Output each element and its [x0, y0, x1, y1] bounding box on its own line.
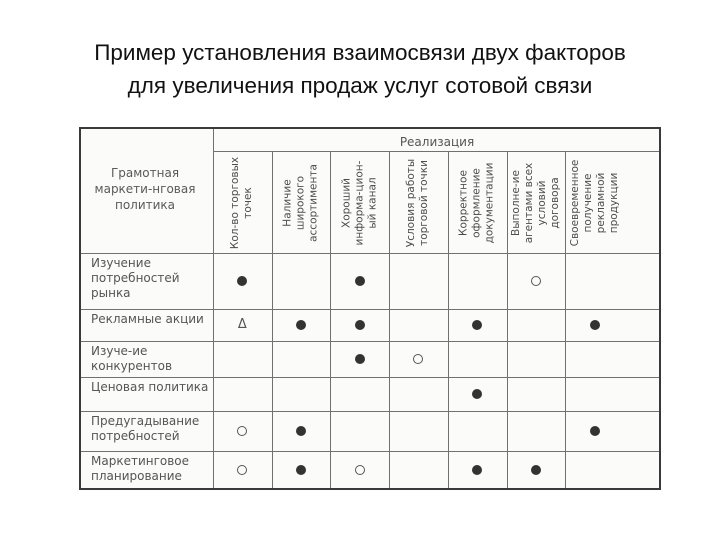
grid-line-h: [81, 253, 659, 254]
row-label: Маркетинговое планирование: [91, 454, 190, 483]
filled-dot-mark: [470, 387, 484, 401]
column-header: [272, 153, 331, 253]
filled-dot-mark: [588, 424, 602, 438]
hollow-circle-mark: [411, 352, 425, 366]
triangle-mark: Δ: [237, 317, 247, 332]
column-header-text: Наличие широкого ассортимента: [281, 164, 320, 242]
row-label: Изучение потребностей рынка: [91, 256, 180, 300]
grid-line-h: [81, 377, 659, 378]
corner-label-marketing-policy: Грамотная маркети-нговая политика: [94, 166, 196, 212]
column-header: [565, 153, 624, 253]
column-header-text: Корректное оформление документации: [457, 162, 496, 244]
hollow-circle-mark: [235, 424, 249, 438]
filled-dot-mark: [353, 274, 367, 288]
filled-dot-mark: [470, 318, 484, 332]
row-label: Предугадывание потребностей: [91, 414, 200, 443]
filled-dot-mark: [353, 318, 367, 332]
grid-line-h: [81, 451, 659, 452]
row-label: Рекламные акции: [91, 312, 204, 326]
filled-dot-mark: [294, 318, 308, 332]
column-header: [330, 153, 389, 253]
row-label: Ценовая политика: [91, 380, 209, 394]
column-header: [448, 153, 507, 253]
filled-dot-mark: [353, 352, 367, 366]
filled-dot-mark: [235, 274, 249, 288]
filled-dot-mark: [470, 463, 484, 477]
column-header-text: Хороший информа-цион-ый канал: [340, 160, 379, 246]
filled-dot-mark: [294, 424, 308, 438]
column-header: [389, 153, 448, 253]
row-label: Изуче-ие конкурентов: [91, 344, 173, 373]
column-header-text: Кол-во торговых точек: [229, 156, 255, 250]
slide-title: [0, 36, 720, 102]
super-header-realization: Реализация: [399, 135, 475, 149]
filled-dot-mark: [588, 318, 602, 332]
title-line-1: Пример установления взаимосвязи двух факторов: [94, 40, 626, 65]
filled-dot-mark: [529, 463, 543, 477]
column-header-text: Своевременное получение рекламной продукции: [568, 159, 620, 247]
hollow-circle-mark: [235, 463, 249, 477]
scanned-table-image: [79, 127, 661, 490]
column-header-text: Условия работы торговой точки: [405, 158, 431, 248]
title-line-2: для увеличения продаж услуг сотовой связи: [127, 73, 593, 98]
grid-line-h: [213, 151, 659, 152]
hollow-circle-mark: [529, 274, 543, 288]
grid-line-h: [81, 411, 659, 412]
column-header: [213, 153, 272, 253]
column-header: [507, 153, 566, 253]
grid-line-h: [81, 341, 659, 342]
hollow-circle-mark: [353, 463, 367, 477]
column-header-text: Выполне-ие агентами всех условий договора: [509, 162, 561, 244]
filled-dot-mark: [294, 463, 308, 477]
grid-line-h: [81, 309, 659, 310]
